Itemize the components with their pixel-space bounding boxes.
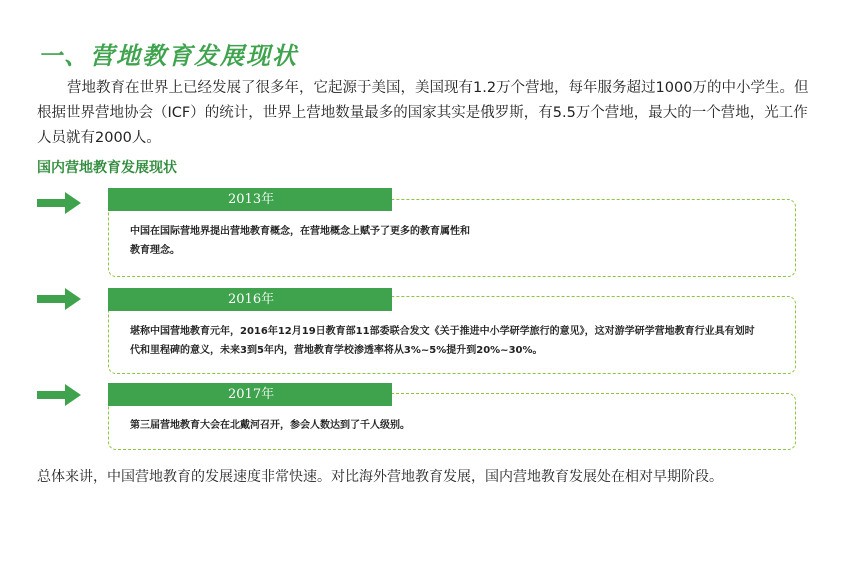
year-tab-2013: 2013年 bbox=[108, 188, 392, 211]
subheading: 国内营地教育发展现状 bbox=[37, 160, 177, 176]
timeline-text-line: 堪称中国营地教育元年，2016年12月19日教育部11部委联合发文《关于推进中小学研学旅行的意见》，这对游学研学营地教育行业具有划时 bbox=[130, 326, 755, 337]
timeline-text-line: 中国在国际营地界提出营地教育概念，在营地概念上赋予了更多的教育属性和 bbox=[130, 226, 470, 237]
timeline-text-line: 第三届营地教育大会在北戴河召开，参会人数达到了千人级别。 bbox=[130, 420, 410, 431]
summary-text: 总体来讲，中国营地教育的发展速度非常快速。对比海外营地教育发展，国内营地教育发展处在相对早期阶段。 bbox=[37, 469, 723, 485]
timeline-text-line: 教育理念。 bbox=[130, 245, 180, 256]
right-arrow-icon bbox=[37, 191, 81, 215]
timeline-text-2016 bbox=[130, 322, 755, 360]
timeline-text-2013 bbox=[130, 222, 470, 260]
timeline-text-2017 bbox=[130, 416, 410, 435]
timeline-text-line: 代和里程碑的意义，未来3到5年内，营地教育学校渗透率将从3%~5%提升到20%~30%。 bbox=[130, 345, 543, 356]
intro-paragraph: 营地教育在世界上已经发展了很多年，它起源于美国，美国现有1.2万个营地，每年服务超过1000万的中小学生。但根据世界营地协会（ICF）的统计，世界上营地数量最多的国家其实是俄罗斯，有5.5万个营地，最大的一个营地，光工作人员就有2000人。 bbox=[37, 80, 809, 146]
right-arrow-icon bbox=[37, 383, 81, 407]
year-tab-2016: 2016年 bbox=[108, 288, 392, 311]
section-title: 一、营地教育发展现状 bbox=[38, 41, 298, 70]
right-arrow-icon bbox=[37, 287, 81, 311]
year-tab-2017: 2017年 bbox=[108, 383, 392, 406]
